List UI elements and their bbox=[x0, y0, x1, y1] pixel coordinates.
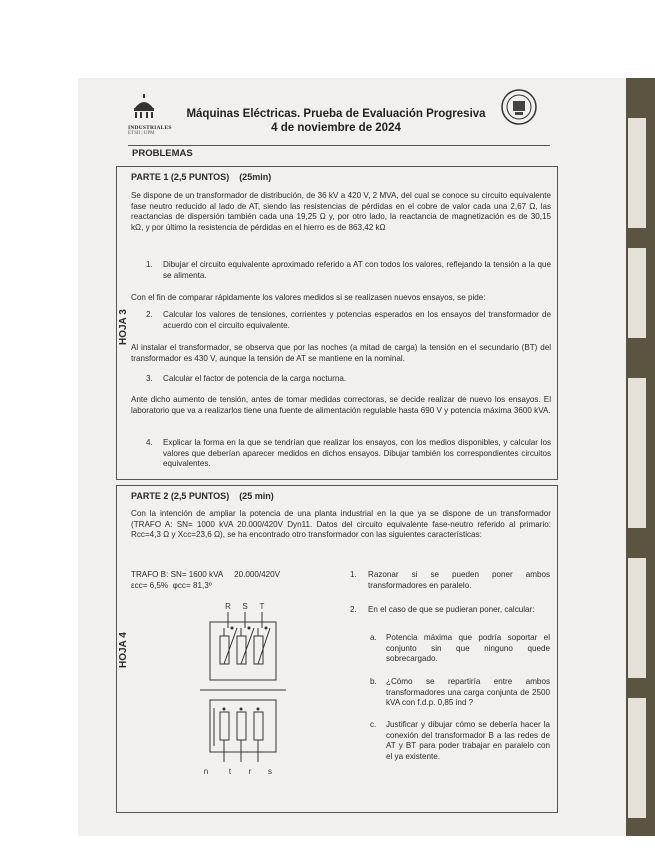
parte1-q3-number: 3. bbox=[146, 374, 153, 383]
logo-subtext: ETSII | UPM bbox=[128, 131, 155, 136]
parte1-q2: Calcular los valores de tensiones, corrientes y potencias esperados en los ensayos del transformador de acuerdo con el circuito equivalente. bbox=[163, 310, 551, 330]
parte1-heading: PARTE 1 (2,5 PUNTOS) (25min) bbox=[131, 172, 272, 182]
parte2-qb: ¿Cómo se repartiría entre ambos transformadores una carga conjunta de 2500 kVA con f.d.p. 0,85 ind ? bbox=[386, 677, 550, 708]
school-logo bbox=[128, 94, 186, 137]
parte1-q1-number: 1. bbox=[146, 260, 153, 269]
parte2-qc-number: c. bbox=[370, 720, 377, 729]
parte1-q3: Calcular el factor de potencia de la carga nocturna. bbox=[163, 374, 347, 383]
parte1-q1: Dibujar el circuito equivalente aproximado referido a AT con todos los valores, reflejando la tensión a la que se alimenta. bbox=[163, 260, 551, 280]
transformer-connection-diagram bbox=[198, 600, 288, 780]
dome-icon bbox=[132, 94, 156, 120]
terminal-label-R: R bbox=[225, 602, 231, 611]
terminal-label-n: n bbox=[203, 767, 209, 776]
parte2-qa-number: a. bbox=[370, 633, 377, 642]
parte1-paragraph4: Ante dicho aumento de tensión, antes de tomar medidas correctoras, se decide realizar de nuevo los ensayos. El laboratorio que va a realizarlos tiene una fuente de alimentación regulable hasta 690 V y potencia máxima 3600 kVA. bbox=[131, 395, 551, 415]
parte1-q4: Explicar la forma en la que se tendrían que realizar los ensayos, con los medios disponibles, y calcular los valores que deberían aparecer medidos en dichos ensayos. Dibujar también los correspondientes circuitos equivalentes. bbox=[163, 438, 551, 469]
parte2-q1-number: 1. bbox=[350, 570, 357, 579]
terminal-label-t: t bbox=[228, 767, 232, 776]
logo-text: INDUSTRIALES bbox=[128, 125, 172, 131]
parte2-intro: Con la intención de ampliar la potencia de una planta industrial en la que ya se dispone de un transformador (TRAFO A: SN= 1000 kVA 20.000/420V Dyn11. Datos del circuito equivalente fase-neutro referido al primario: Rcc=4,3 Ω y Xcc=23,6 Ω), se ha encontrado otro transformador con las siguientes características: bbox=[131, 509, 551, 540]
exam-title: Máquinas Eléctricas. Prueba de Evaluación Progresiva 4 de noviembre de 2024 bbox=[186, 108, 486, 134]
terminal-label-s: s bbox=[268, 767, 272, 776]
parte1-q4-number: 4. bbox=[146, 438, 153, 447]
parte2-heading: PARTE 2 (2,5 PUNTOS) (25 min) bbox=[131, 491, 274, 501]
parte2-qa: Potencia máxima que podría soportar el conjunto sin que ninguno quede sobrecargado. bbox=[386, 633, 550, 664]
terminal-label-r: r bbox=[248, 767, 252, 776]
parte1-q2-number: 2. bbox=[146, 310, 153, 319]
terminal-label-S: S bbox=[242, 602, 248, 611]
background-edge bbox=[626, 78, 655, 836]
parte2-q1: Razonar si se pueden poner ambos transformadores en paralelo. bbox=[368, 570, 550, 590]
divider bbox=[128, 145, 550, 146]
parte1-intro: Se dispone de un transformador de distribución, de 36 kV a 420 V, 2 MVA, del cual se conoce su circuito equivalente fase neutro reducido al lado de AT, siendo las resistencias de pérdidas en el cobre de valor cada una 2,67 Ω, las reactancias de dispersión también cada una 19,25 Ω y, por otro lado, la reactancia de magnetización es de 30,15 kΩ, y por último la resistencia de pérdidas en el hierro es de 863,42 kΩ bbox=[131, 191, 551, 232]
parte2-q2: En el caso de que se pudieran poner, calcular: bbox=[368, 605, 535, 614]
hoja3-label: HOJA 3 bbox=[118, 309, 129, 345]
hoja4-label: HOJA 4 bbox=[118, 632, 129, 668]
parte2-qc: Justificar y dibujar cómo se debería hacer la conexión del transformador B a las redes de AT y BT para poder trabajar en paralelo con el ya existente. bbox=[386, 720, 550, 761]
section-heading: PROBLEMAS bbox=[132, 148, 193, 159]
parte1-paragraph3: Al instalar el transformador, se observa que por las noches (a mitad de carga) la tensión en el secundario (BT) del transformador es 430 V, aunque la tensión de AT se mantiene en la nominal. bbox=[131, 343, 551, 363]
terminal-label-T: T bbox=[259, 602, 265, 611]
parte2-qb-number: b. bbox=[370, 677, 377, 686]
parte1-paragraph2: Con el fin de comparar rápidamente los valores medidos si se realizasen nuevos ensayos, se pide: bbox=[131, 293, 486, 302]
parte2-q2-number: 2. bbox=[350, 605, 357, 614]
trafo-b-specs: TRAFO B: SN= 1600 kVA 20.000/420V εcc= 6,5% φcc= 81,3º bbox=[131, 570, 280, 590]
university-seal bbox=[500, 88, 538, 126]
